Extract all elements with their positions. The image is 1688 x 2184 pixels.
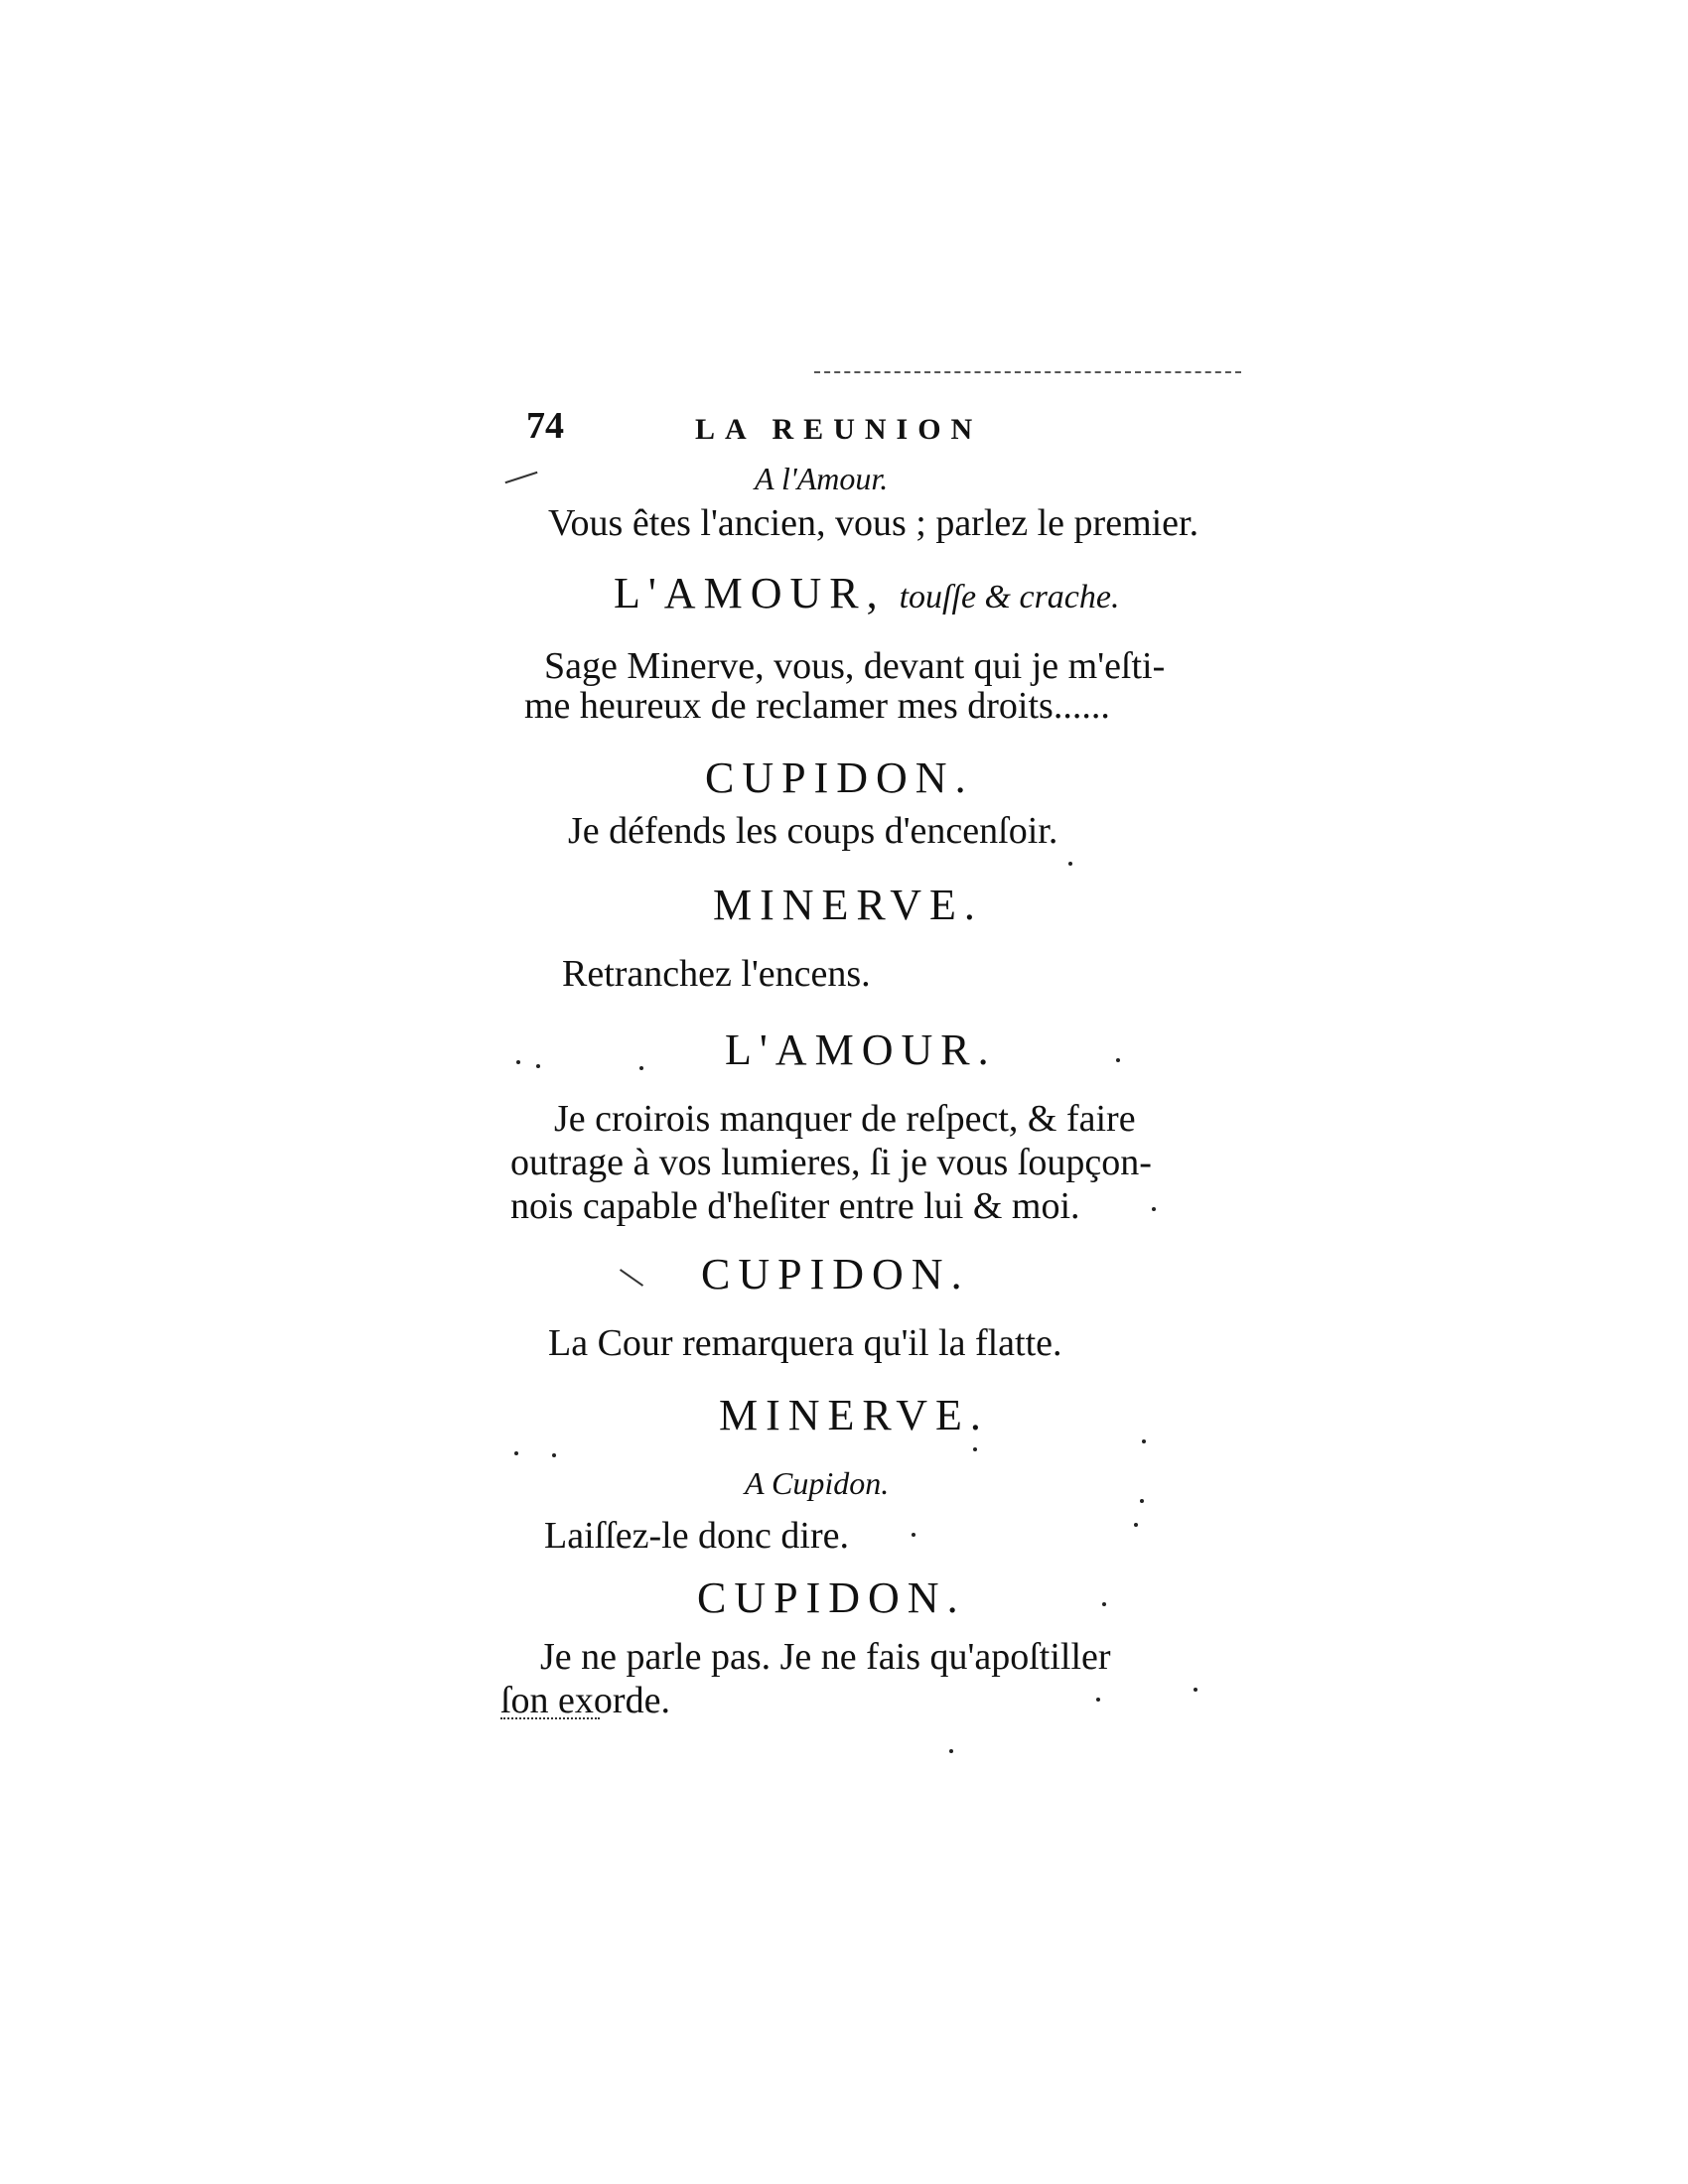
scan-speck [1152, 1207, 1156, 1211]
speaker-heading: CUPIDON. [697, 1573, 966, 1622]
page-number: 74 [526, 405, 564, 447]
scan-mark [620, 1269, 643, 1287]
dialogue-line: Je croirois manquer de reſpect, & faire [554, 1098, 1136, 1140]
speaker-heading [614, 569, 1120, 617]
scan-speck [552, 1453, 556, 1457]
dialogue-line: Je défends les coups d'encenſoir. [568, 810, 1058, 852]
scan-speck [1142, 1439, 1146, 1443]
speaker-heading: MINERVE. [713, 881, 983, 929]
scan-speck [1134, 1523, 1138, 1527]
scan-speck [514, 1451, 518, 1455]
scan-speck [516, 1060, 520, 1064]
scan-speck [1140, 1499, 1144, 1503]
speaker-heading: MINERVE. [719, 1391, 989, 1439]
dialogue-line: ſon exorde. [500, 1680, 670, 1721]
dialogue-line: Retranchez l'encens. [562, 953, 871, 995]
stage-direction: A l'Amour. [755, 461, 889, 496]
scan-speck [973, 1447, 977, 1451]
speaker-direction: touſſe & crache. [899, 579, 1120, 615]
scan-speck [639, 1066, 643, 1070]
speaker-heading: L'AMOUR. [725, 1025, 997, 1074]
scan-speck [912, 1533, 915, 1537]
dialogue-line: Je ne parle pas. Je ne fais qu'apoſtiller [540, 1636, 1111, 1678]
dialogue-line: Laiſſez-le donc dire. [544, 1515, 850, 1557]
dialogue-line: nois capable d'heſiter entre lui & moi. [510, 1185, 1080, 1227]
dialogue-line: outrage à vos lumieres, ſi je vous ſoupçon- [510, 1142, 1152, 1183]
top-rule [814, 371, 1241, 373]
dialogue-line: me heureux de reclamer mes droits...... [524, 685, 1110, 727]
scan-mark [500, 1717, 600, 1721]
dialogue-line: La Cour remarquera qu'il la flatte. [548, 1322, 1062, 1364]
scan-speck [536, 1064, 540, 1068]
speaker-heading: CUPIDON. [701, 1250, 970, 1298]
scan-speck [1096, 1698, 1100, 1702]
running-title: LA REUNION [695, 413, 983, 446]
scan-speck [1116, 1058, 1120, 1062]
speaker-heading: CUPIDON. [705, 753, 974, 802]
dialogue-line: Vous êtes l'ancien, vous ; parlez le premier. [548, 502, 1199, 544]
dialogue-line: Sage Minerve, vous, devant qui je m'eſti- [544, 645, 1166, 687]
scan-speck [1068, 862, 1072, 866]
stage-direction: A Cupidon. [745, 1465, 890, 1501]
scan-speck [1102, 1602, 1106, 1606]
scan-speck [1194, 1688, 1197, 1692]
scan-speck [949, 1749, 953, 1753]
speaker-name: L'AMOUR, [614, 569, 886, 617]
scan-mark [505, 472, 538, 483]
